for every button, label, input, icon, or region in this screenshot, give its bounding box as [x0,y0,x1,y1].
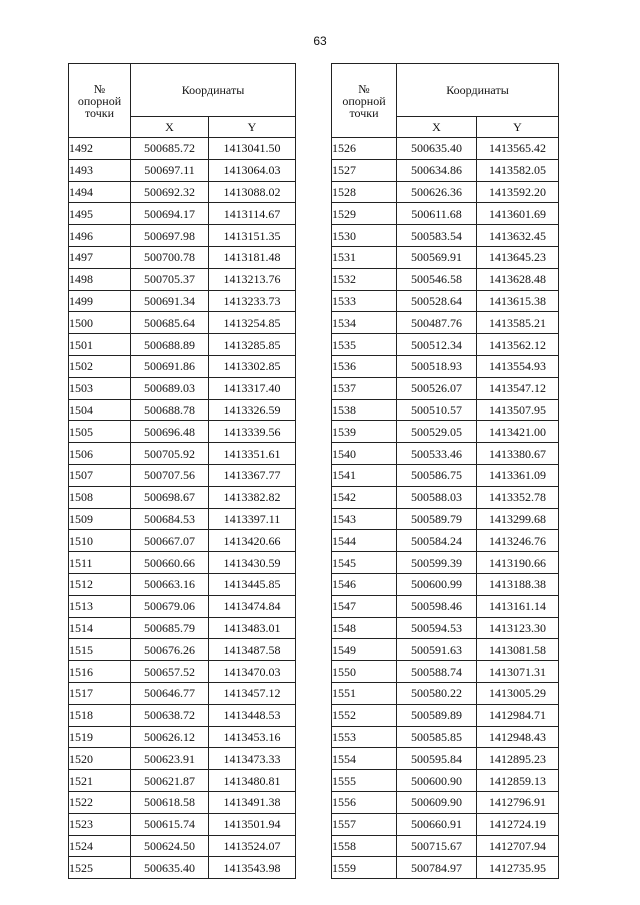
y-coordinate-cell: 1412895.23 [477,748,559,770]
point-number-cell: 1537 [332,377,397,399]
table-row [332,595,559,617]
y-coordinate-cell: 1412796.91 [477,791,559,813]
point-number-cell: 1513 [69,595,131,617]
table-row [332,377,559,399]
x-coordinate-cell: 500698.67 [131,486,209,508]
y-coordinate-cell: 1413326.59 [209,399,296,421]
x-coordinate-cell: 500685.64 [131,312,209,334]
table-row [69,486,296,508]
point-number-cell: 1518 [69,704,131,726]
table-row [69,421,296,443]
table-row [332,552,559,574]
table-row [69,225,296,247]
point-number-cell: 1559 [332,857,397,879]
point-number-cell: 1495 [69,203,131,225]
x-coordinate-cell: 500583.54 [397,225,477,247]
y-coordinate-cell: 1413592.20 [477,181,559,203]
point-number-cell: 1554 [332,748,397,770]
point-number-cell: 1543 [332,508,397,530]
point-number-cell: 1514 [69,617,131,639]
point-number-cell: 1558 [332,835,397,857]
table-row [69,682,296,704]
point-number-cell: 1556 [332,791,397,813]
point-number-cell: 1498 [69,268,131,290]
y-coordinate-cell: 1413543.98 [209,857,296,879]
table-row [332,813,559,835]
table-row [332,835,559,857]
table-row [332,159,559,181]
table-row [69,312,296,334]
x-coordinate-cell: 500692.32 [131,181,209,203]
x-coordinate-cell: 500691.34 [131,290,209,312]
point-number-cell: 1515 [69,639,131,661]
table-row [332,246,559,268]
point-number-cell: 1520 [69,748,131,770]
x-coordinate-cell: 500635.40 [131,857,209,879]
point-number-cell: 1502 [69,355,131,377]
point-number-cell: 1530 [332,225,397,247]
y-coordinate-cell: 1413114.67 [209,203,296,225]
table-row [332,181,559,203]
point-number-cell: 1510 [69,530,131,552]
x-coordinate-cell: 500663.16 [131,573,209,595]
table-row [332,334,559,356]
table-row [69,334,296,356]
point-number-cell: 1534 [332,312,397,334]
point-number-cell: 1542 [332,486,397,508]
y-coordinate-cell: 1413064.03 [209,159,296,181]
x-coordinate-cell: 500599.39 [397,552,477,574]
table-row [69,791,296,813]
y-coordinate-cell: 1413491.38 [209,791,296,813]
x-coordinate-cell: 500626.36 [397,181,477,203]
x-coordinate-cell: 500689.03 [131,377,209,399]
y-coordinate-cell: 1413233.73 [209,290,296,312]
y-coordinate-cell: 1413151.35 [209,225,296,247]
point-number-cell: 1493 [69,159,131,181]
table-row [332,290,559,312]
y-coordinate-cell: 1413554.93 [477,355,559,377]
table-row [332,704,559,726]
x-coordinate-cell: 500688.89 [131,334,209,356]
point-number-cell: 1525 [69,857,131,879]
x-coordinate-cell: 500569.91 [397,246,477,268]
point-number-cell: 1507 [69,464,131,486]
x-coordinate-cell: 500487.76 [397,312,477,334]
point-number-cell: 1548 [332,617,397,639]
y-coordinate-cell: 1413448.53 [209,704,296,726]
y-coordinate-cell: 1413188.38 [477,573,559,595]
x-coordinate-cell: 500684.53 [131,508,209,530]
point-number-cell: 1551 [332,682,397,704]
table-row [332,225,559,247]
coordinates-header: Координаты [397,64,559,117]
y-coordinate-cell: 1413453.16 [209,726,296,748]
x-coordinate-cell: 500700.78 [131,246,209,268]
point-number-cell: 1535 [332,334,397,356]
y-coordinate-cell: 1413632.45 [477,225,559,247]
x-coordinate-cell: 500528.64 [397,290,477,312]
x-coordinate-cell: 500600.99 [397,573,477,595]
y-coordinate-cell: 1413430.59 [209,552,296,574]
y-coordinate-cell: 1413380.67 [477,443,559,465]
y-coordinate-cell: 1413501.94 [209,813,296,835]
x-coordinate-cell: 500512.34 [397,334,477,356]
table-row [69,268,296,290]
point-number-cell: 1504 [69,399,131,421]
y-coordinate-cell: 1413457.12 [209,682,296,704]
table-row [332,486,559,508]
table-row [69,399,296,421]
table-row [69,726,296,748]
y-coordinate-cell: 1413254.85 [209,312,296,334]
point-number-cell: 1544 [332,530,397,552]
x-coordinate-cell: 500621.87 [131,770,209,792]
coordinates-table-left [68,63,296,879]
point-number-cell: 1494 [69,181,131,203]
x-coordinate-cell: 500694.17 [131,203,209,225]
table-row [332,617,559,639]
table-row [69,639,296,661]
y-coordinate-cell: 1412735.95 [477,857,559,879]
x-coordinate-cell: 500705.37 [131,268,209,290]
right-table-body [332,138,559,879]
y-coordinate-cell: 1413628.48 [477,268,559,290]
x-coordinate-cell: 500660.91 [397,813,477,835]
table-row [69,530,296,552]
point-number-cell: 1505 [69,421,131,443]
x-coordinate-cell: 500707.56 [131,464,209,486]
y-coordinate-cell: 1413299.68 [477,508,559,530]
y-coordinate-cell: 1412707.94 [477,835,559,857]
x-coordinate-cell: 500533.46 [397,443,477,465]
x-coordinate-cell: 500638.72 [131,704,209,726]
point-number-cell: 1553 [332,726,397,748]
x-coordinate-cell: 500685.72 [131,138,209,160]
x-coordinate-cell: 500585.85 [397,726,477,748]
x-coordinate-cell: 500624.50 [131,835,209,857]
table-row [332,203,559,225]
y-coordinate-cell: 1413487.58 [209,639,296,661]
point-number-cell: 1550 [332,661,397,683]
point-number-cell: 1492 [69,138,131,160]
table-row [69,835,296,857]
table-row [332,355,559,377]
x-coordinate-cell: 500618.58 [131,791,209,813]
table-row [332,661,559,683]
page-number: 63 [313,34,327,48]
point-number-cell: 1536 [332,355,397,377]
table-row [69,661,296,683]
y-coordinate-cell: 1413041.50 [209,138,296,160]
y-coordinate-cell: 1413161.14 [477,595,559,617]
x-coordinate-cell: 500657.52 [131,661,209,683]
point-number-cell: 1521 [69,770,131,792]
table-row [332,639,559,661]
table-row [332,770,559,792]
x-coordinate-cell: 500615.74 [131,813,209,835]
x-coordinate-cell: 500679.06 [131,595,209,617]
point-number-cell: 1541 [332,464,397,486]
point-number-cell: 1539 [332,421,397,443]
table-row [332,138,559,160]
x-column-header: X [397,117,477,138]
y-coordinate-cell: 1413483.01 [209,617,296,639]
table-row [332,312,559,334]
x-coordinate-cell: 500626.12 [131,726,209,748]
point-number-cell: 1512 [69,573,131,595]
y-coordinate-cell: 1413473.33 [209,748,296,770]
point-number-cell: 1509 [69,508,131,530]
x-coordinate-cell: 500580.22 [397,682,477,704]
point-number-cell: 1519 [69,726,131,748]
x-coordinate-cell: 500784.97 [397,857,477,879]
y-coordinate-cell: 1413285.85 [209,334,296,356]
y-coordinate-cell: 1413339.56 [209,421,296,443]
x-coordinate-cell: 500546.58 [397,268,477,290]
y-coordinate-cell: 1413123.30 [477,617,559,639]
x-coordinate-cell: 500715.67 [397,835,477,857]
x-coordinate-cell: 500697.98 [131,225,209,247]
table-row [332,268,559,290]
table-row [69,138,296,160]
point-number-cell: 1503 [69,377,131,399]
point-number-cell: 1496 [69,225,131,247]
point-number-cell: 1555 [332,770,397,792]
table-row [69,203,296,225]
point-number-cell: 1557 [332,813,397,835]
x-coordinate-cell: 500691.86 [131,355,209,377]
y-coordinate-cell: 1413246.76 [477,530,559,552]
x-coordinate-cell: 500646.77 [131,682,209,704]
y-coordinate-cell: 1413562.12 [477,334,559,356]
y-coordinate-cell: 1413420.66 [209,530,296,552]
y-coordinate-cell: 1413005.29 [477,682,559,704]
y-coordinate-cell: 1413601.69 [477,203,559,225]
x-coordinate-cell: 500526.07 [397,377,477,399]
point-number-cell: 1545 [332,552,397,574]
table-row [332,682,559,704]
x-coordinate-cell: 500600.90 [397,770,477,792]
table-row [69,617,296,639]
y-coordinate-cell: 1413445.85 [209,573,296,595]
table-row [69,813,296,835]
y-coordinate-cell: 1413382.82 [209,486,296,508]
y-coordinate-cell: 1413470.03 [209,661,296,683]
y-coordinate-cell: 1413645.23 [477,246,559,268]
table-row [69,377,296,399]
y-coordinate-cell: 1413582.05 [477,159,559,181]
y-coordinate-cell: 1413317.40 [209,377,296,399]
table-row [332,857,559,879]
x-coordinate-cell: 500584.24 [397,530,477,552]
table-row [69,857,296,879]
y-column-header: Y [477,117,559,138]
y-coordinate-cell: 1413547.12 [477,377,559,399]
coordinates-header: Координаты [131,64,296,117]
point-number-cell: 1522 [69,791,131,813]
x-coordinate-cell: 500588.03 [397,486,477,508]
point-number-cell: 1524 [69,835,131,857]
point-number-cell: 1538 [332,399,397,421]
point-number-cell: 1526 [332,138,397,160]
x-coordinate-cell: 500676.26 [131,639,209,661]
point-number-cell: 1528 [332,181,397,203]
point-number-cell: 1500 [69,312,131,334]
table-row [69,770,296,792]
x-coordinate-cell: 500609.90 [397,791,477,813]
y-coordinate-cell: 1413181.48 [209,246,296,268]
x-coordinate-cell: 500705.92 [131,443,209,465]
y-coordinate-cell: 1413352.78 [477,486,559,508]
y-coordinate-cell: 1413585.21 [477,312,559,334]
y-column-header: Y [209,117,296,138]
x-coordinate-cell: 500589.79 [397,508,477,530]
table-row [69,748,296,770]
point-number-cell: 1497 [69,246,131,268]
table-row [332,791,559,813]
y-coordinate-cell: 1413302.85 [209,355,296,377]
table-row [69,181,296,203]
point-number-cell: 1499 [69,290,131,312]
x-coordinate-cell: 500529.05 [397,421,477,443]
table-row [69,704,296,726]
x-coordinate-cell: 500595.84 [397,748,477,770]
y-coordinate-cell: 1412859.13 [477,770,559,792]
table-row [69,443,296,465]
table-row [332,726,559,748]
table-row [69,595,296,617]
table-row [69,552,296,574]
y-coordinate-cell: 1413213.76 [209,268,296,290]
y-coordinate-cell: 1412984.71 [477,704,559,726]
x-coordinate-cell: 500594.53 [397,617,477,639]
point-number-cell: 1523 [69,813,131,835]
x-coordinate-cell: 500598.46 [397,595,477,617]
table-row [69,159,296,181]
point-number-cell: 1529 [332,203,397,225]
table-row [69,290,296,312]
x-coordinate-cell: 500685.79 [131,617,209,639]
table-row [69,573,296,595]
y-coordinate-cell: 1413081.58 [477,639,559,661]
point-number-cell: 1501 [69,334,131,356]
y-coordinate-cell: 1413190.66 [477,552,559,574]
point-number-cell: 1552 [332,704,397,726]
x-column-header: X [131,117,209,138]
table-row [332,508,559,530]
point-number-header [332,64,397,138]
point-number-cell: 1527 [332,159,397,181]
y-coordinate-cell: 1413480.81 [209,770,296,792]
point-number-cell: 1516 [69,661,131,683]
point-number-header-text: № опорной точки [77,81,122,120]
y-coordinate-cell: 1413397.11 [209,508,296,530]
table-row [69,355,296,377]
point-number-cell: 1540 [332,443,397,465]
table-row [332,464,559,486]
x-coordinate-cell: 500589.89 [397,704,477,726]
x-coordinate-cell: 500660.66 [131,552,209,574]
y-coordinate-cell: 1413351.61 [209,443,296,465]
point-number-header [69,64,131,138]
point-number-cell: 1517 [69,682,131,704]
point-number-cell: 1533 [332,290,397,312]
y-coordinate-cell: 1413565.42 [477,138,559,160]
y-coordinate-cell: 1412948.43 [477,726,559,748]
x-coordinate-cell: 500518.93 [397,355,477,377]
point-number-cell: 1532 [332,268,397,290]
x-coordinate-cell: 500510.57 [397,399,477,421]
left-table-body [69,138,296,879]
y-coordinate-cell: 1412724.19 [477,813,559,835]
table-row [332,443,559,465]
table-row [332,573,559,595]
x-coordinate-cell: 500688.78 [131,399,209,421]
x-coordinate-cell: 500696.48 [131,421,209,443]
x-coordinate-cell: 500697.11 [131,159,209,181]
table-row [69,464,296,486]
table-row [332,748,559,770]
point-number-cell: 1531 [332,246,397,268]
point-number-header-text: № опорной точки [342,81,386,120]
point-number-cell: 1508 [69,486,131,508]
point-number-cell: 1547 [332,595,397,617]
point-number-cell: 1549 [332,639,397,661]
coordinates-table-right [331,63,559,879]
table-row [332,530,559,552]
point-number-cell: 1546 [332,573,397,595]
y-coordinate-cell: 1413474.84 [209,595,296,617]
y-coordinate-cell: 1413524.07 [209,835,296,857]
y-coordinate-cell: 1413088.02 [209,181,296,203]
table-row [332,399,559,421]
x-coordinate-cell: 500634.86 [397,159,477,181]
y-coordinate-cell: 1413507.95 [477,399,559,421]
x-coordinate-cell: 500623.91 [131,748,209,770]
x-coordinate-cell: 500591.63 [397,639,477,661]
y-coordinate-cell: 1413367.77 [209,464,296,486]
y-coordinate-cell: 1413421.00 [477,421,559,443]
y-coordinate-cell: 1413071.31 [477,661,559,683]
table-row [69,246,296,268]
table-row [69,508,296,530]
x-coordinate-cell: 500611.68 [397,203,477,225]
x-coordinate-cell: 500586.75 [397,464,477,486]
table-row [332,421,559,443]
point-number-cell: 1506 [69,443,131,465]
x-coordinate-cell: 500588.74 [397,661,477,683]
x-coordinate-cell: 500667.07 [131,530,209,552]
x-coordinate-cell: 500635.40 [397,138,477,160]
point-number-cell: 1511 [69,552,131,574]
y-coordinate-cell: 1413361.09 [477,464,559,486]
y-coordinate-cell: 1413615.38 [477,290,559,312]
